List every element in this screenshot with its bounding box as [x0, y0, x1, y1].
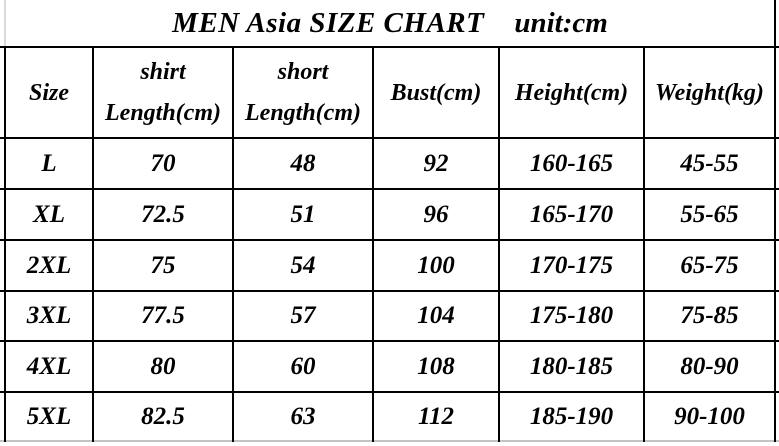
cell-bust: 96: [423, 200, 449, 228]
cell-bust: 108: [417, 352, 455, 380]
cell-short-length: 63: [290, 402, 316, 430]
cell-short-length: 48: [290, 149, 316, 177]
header-size: [5, 47, 93, 138]
cell-size: 3XL: [26, 302, 72, 329]
cell-weight: 80-90: [680, 352, 739, 380]
table-row: [5, 240, 775, 291]
header-short-length: [233, 47, 373, 138]
cell-height: 175-180: [529, 302, 614, 329]
cell-height: 160-165: [529, 149, 614, 177]
grid-line-horizontal: [0, 340, 779, 342]
header-bust-label: Bust(cm): [390, 79, 482, 106]
cell-weight: 45-55: [680, 149, 739, 177]
chart-unit-label: unit:cm: [514, 6, 608, 39]
table-header-row: [5, 47, 775, 138]
grid-line-vertical: [92, 46, 94, 442]
cell-shirt-length: 75: [150, 251, 176, 279]
cell-weight: 55-65: [680, 200, 739, 228]
grid-line-vertical: [498, 46, 500, 442]
header-size-label: Size: [28, 79, 69, 106]
header-short-length-line2: Length(cm): [245, 100, 361, 126]
cell-size: L: [41, 149, 57, 177]
cell-size: 4XL: [26, 352, 72, 380]
chart-title-text: MEN Asia SIZE CHART: [172, 6, 485, 39]
grid-line-horizontal: [0, 46, 779, 48]
cell-height: 185-190: [529, 402, 614, 430]
header-weight-label: Weight(kg): [655, 79, 764, 106]
cell-bust: 104: [417, 302, 455, 329]
cell-size: 5XL: [26, 402, 72, 430]
table-row: [5, 189, 775, 240]
table-row: [5, 392, 775, 441]
cell-weight: 90-100: [674, 402, 745, 430]
table-row: [5, 138, 775, 189]
cell-shirt-length: 80: [150, 352, 176, 380]
grid-line-vertical: [4, 46, 6, 442]
header-short-length-line1: short: [277, 59, 329, 85]
header-weight: [644, 47, 775, 138]
cell-weight: 65-75: [680, 251, 739, 279]
cell-shirt-length: 82.5: [141, 402, 185, 430]
grid-line-horizontal: [0, 239, 779, 241]
cell-shirt-length: 72.5: [141, 200, 185, 228]
cell-bust: 92: [423, 149, 449, 177]
cell-height: 165-170: [529, 200, 614, 228]
cell-short-length: 54: [290, 251, 316, 279]
cell-weight: 75-85: [680, 302, 739, 329]
header-shirt-length: [93, 47, 233, 138]
grid-line-bottom-edge: [0, 440, 779, 442]
grid-line-title-left-edge: [4, 0, 6, 46]
chart-title: [5, 0, 775, 46]
grid-line-horizontal: [0, 290, 779, 292]
grid-line-horizontal: [0, 137, 779, 139]
grid-line-horizontal: [0, 188, 779, 190]
table-row: [5, 291, 775, 341]
grid-line-vertical: [643, 46, 645, 442]
cell-short-length: 60: [290, 352, 316, 380]
header-bust: [373, 47, 499, 138]
cell-short-length: 51: [290, 200, 316, 228]
header-shirt-length-line2: Length(cm): [105, 100, 221, 126]
grid-line-horizontal: [0, 391, 779, 393]
grid-line-vertical: [774, 0, 776, 442]
cell-bust: 100: [417, 251, 455, 279]
cell-height: 180-185: [529, 352, 614, 380]
cell-shirt-length: 70: [150, 149, 176, 177]
cell-size: 2XL: [26, 251, 72, 279]
header-height: [499, 47, 644, 138]
header-shirt-length-line1: shirt: [140, 59, 186, 85]
table-row: [5, 341, 775, 392]
grid-line-vertical: [372, 46, 374, 442]
cell-bust: 112: [417, 402, 455, 430]
cell-short-length: 57: [290, 302, 316, 329]
cell-size: XL: [33, 200, 65, 228]
cell-height: 170-175: [529, 251, 614, 279]
header-height-label: Height(cm): [514, 79, 629, 106]
grid-line-vertical: [232, 46, 234, 442]
cell-shirt-length: 77.5: [141, 302, 185, 329]
